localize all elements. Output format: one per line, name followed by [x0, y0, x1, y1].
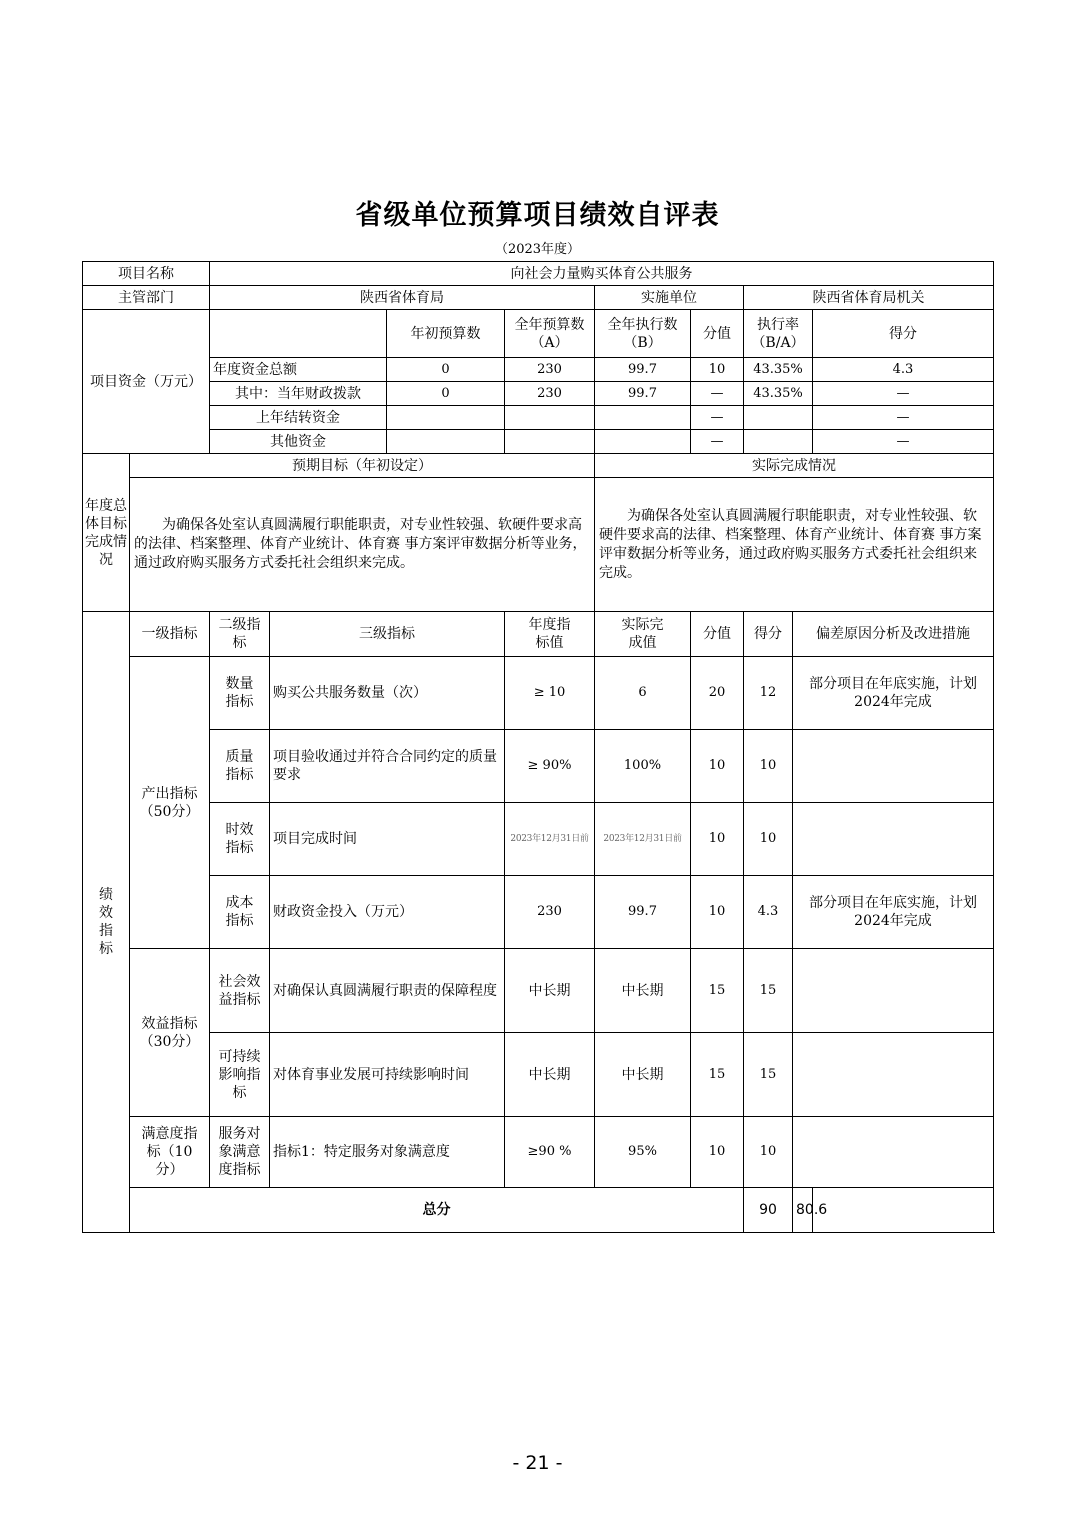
- target-cell: ≥90 %: [505, 1117, 595, 1188]
- actual-cell: 2023年12月31日前: [595, 803, 691, 876]
- goals-text-row: [83, 478, 994, 612]
- department-row: [83, 286, 994, 310]
- funds-full: 230: [505, 358, 595, 382]
- goals-expected-text: 为确保各处室认真圆满履行职能职责，对专业性较强、软硬件要求高的法律、档案整理、体育产业统计、体育赛 事方案评审数据分析等业务，通过政府购买服务方式委托社会组织来完成。: [130, 478, 595, 612]
- funds-rate: 43.35%: [744, 358, 813, 382]
- page-title: 省级单位预算项目绩效自评表: [355, 200, 720, 231]
- funds-row: [83, 358, 994, 382]
- total-score-value: 90: [744, 1188, 793, 1233]
- score-cell: 15: [744, 1033, 793, 1117]
- target-cell: ≥ 90%: [505, 730, 595, 803]
- actual-cell: 99.7: [595, 876, 691, 949]
- actual-cell: 100%: [595, 730, 691, 803]
- level2-cell: 成本指标: [210, 876, 270, 949]
- satisfaction-label: 满意度指标（10分）: [130, 1117, 210, 1188]
- funds-row-label: 其中：当年财政拨款: [210, 382, 387, 406]
- funds-score: —: [813, 430, 994, 454]
- target-cell: 230: [505, 876, 595, 949]
- hdr-target: 年度指标值: [505, 612, 595, 657]
- actual-cell: 中长期: [595, 949, 691, 1033]
- goals-header-row: [83, 454, 994, 478]
- analysis-cell: [793, 1117, 994, 1188]
- total-row: [83, 1188, 994, 1233]
- funds-score-value: 10: [691, 358, 744, 382]
- funds-score: —: [813, 382, 994, 406]
- score-cell: 10: [744, 730, 793, 803]
- goals-label: 年度总体目标完成情况: [83, 454, 130, 612]
- funds-initial: [387, 406, 505, 430]
- funds-exec: [595, 406, 691, 430]
- funds-rate: [744, 406, 813, 430]
- score-cell: 10: [744, 803, 793, 876]
- col-rate: 执行率（B/A）: [744, 310, 813, 358]
- funds-score: 4.3: [813, 358, 994, 382]
- funds-full: 230: [505, 382, 595, 406]
- actual-cell: 95%: [595, 1117, 691, 1188]
- target-cell: ≥ 10: [505, 657, 595, 730]
- target-cell: 2023年12月31日前: [505, 803, 595, 876]
- hdr-analysis: 偏差原因分析及改进措施: [793, 612, 994, 657]
- analysis-cell: 部分项目在年底实施，计划2024年完成: [793, 876, 994, 949]
- hdr-level1: 一级指标: [130, 612, 210, 657]
- hdr-score-value: 分值: [691, 612, 744, 657]
- funds-score-value: —: [691, 382, 744, 406]
- funds-rate: 43.35%: [744, 382, 813, 406]
- hdr-level3: 三级指标: [270, 612, 505, 657]
- funds-score-value: —: [691, 406, 744, 430]
- funds-header-row: [83, 310, 994, 358]
- col-full-budget: 全年预算数（A）: [505, 310, 595, 358]
- indicator-row: [83, 803, 994, 876]
- hdr-level2: 二级指标: [210, 612, 270, 657]
- funds-initial: [387, 430, 505, 454]
- funds-row-label: 其他资金: [210, 430, 387, 454]
- level3-cell: 财政资金投入（万元）: [270, 876, 505, 949]
- indicators-header-row: [83, 612, 994, 657]
- score-value-cell: 20: [691, 657, 744, 730]
- score-cell: 10: [744, 1117, 793, 1188]
- score-cell: 4.3: [744, 876, 793, 949]
- total-label: 总分: [130, 1188, 744, 1233]
- hdr-actual: 实际完成值: [595, 612, 691, 657]
- page-number: - 21 -: [512, 1452, 563, 1474]
- level3-cell: 购买公共服务数量（次）: [270, 657, 505, 730]
- level2-cell: 可持续影响指标: [210, 1033, 270, 1117]
- page-subtitle: （2023年度）: [494, 242, 581, 257]
- actual-cell: 中长期: [595, 1033, 691, 1117]
- level3-cell: 项目完成时间: [270, 803, 505, 876]
- level3-cell: 对确保认真圆满履行职责的保障程度: [270, 949, 505, 1033]
- funds-exec: 99.7: [595, 382, 691, 406]
- level3-cell: 项目验收通过并符合合同约定的质量要求: [270, 730, 505, 803]
- analysis-cell: [793, 730, 994, 803]
- level2-cell: 服务对象满意度指标: [210, 1117, 270, 1188]
- score-value-cell: 10: [691, 730, 744, 803]
- dept-value: 陕西省体育局: [210, 286, 595, 310]
- level2-cell: 社会效益指标: [210, 949, 270, 1033]
- analysis-cell: [793, 803, 994, 876]
- funds-score-value: —: [691, 430, 744, 454]
- indicators-label: 绩效指标: [83, 612, 130, 1233]
- output-label: 产出指标（50分）: [130, 657, 210, 949]
- indicator-row: [83, 730, 994, 803]
- funds-blank-header: [210, 310, 387, 358]
- project-name-row: [83, 262, 994, 286]
- funds-exec: [595, 430, 691, 454]
- impl-unit-value: 陕西省体育局机关: [744, 286, 994, 310]
- project-name-label: 项目名称: [83, 262, 210, 286]
- indicator-row: [83, 1033, 994, 1117]
- indicator-row: [83, 876, 994, 949]
- indicator-row: [83, 657, 994, 730]
- score-value-cell: 10: [691, 1117, 744, 1188]
- funds-initial: 0: [387, 382, 505, 406]
- score-value-cell: 10: [691, 876, 744, 949]
- score-cell: 15: [744, 949, 793, 1033]
- goals-expected-header: 预期目标（年初设定）: [130, 454, 595, 478]
- col-initial-budget: 年初预算数: [387, 310, 505, 358]
- funds-row: [83, 430, 994, 454]
- total-analysis: [813, 1188, 994, 1233]
- funds-full: [505, 406, 595, 430]
- score-cell: 12: [744, 657, 793, 730]
- evaluation-table: [82, 261, 994, 1233]
- funds-row: [83, 382, 994, 406]
- level2-cell: 数量指标: [210, 657, 270, 730]
- target-cell: 中长期: [505, 949, 595, 1033]
- funds-full: [505, 430, 595, 454]
- col-exec: 全年执行数（B）: [595, 310, 691, 358]
- col-score: 得分: [813, 310, 994, 358]
- level3-cell: 对体育事业发展可持续影响时间: [270, 1033, 505, 1117]
- project-name-value: 向社会力量购买体育公共服务: [210, 262, 994, 286]
- dept-label: 主管部门: [83, 286, 210, 310]
- funds-rate: [744, 430, 813, 454]
- funds-score: —: [813, 406, 994, 430]
- goals-actual-header: 实际完成情况: [595, 454, 994, 478]
- funds-label: 项目资金（万元）: [83, 310, 210, 454]
- funds-row-label: 年度资金总额: [210, 358, 387, 382]
- analysis-cell: 部分项目在年底实施，计划2024年完成: [793, 657, 994, 730]
- actual-cell: 6: [595, 657, 691, 730]
- analysis-cell: [793, 949, 994, 1033]
- total-score: 80.6: [793, 1188, 813, 1233]
- score-value-cell: 10: [691, 803, 744, 876]
- target-cell: 中长期: [505, 1033, 595, 1117]
- goals-actual-text: 为确保各处室认真圆满履行职能职责，对专业性较强、软硬件要求高的法律、档案整理、体育产业统计、体育赛 事方案评审数据分析等业务，通过政府购买服务方式委托社会组织来完成。: [595, 478, 994, 612]
- funds-row-label: 上年结转资金: [210, 406, 387, 430]
- analysis-cell: [793, 1033, 994, 1117]
- level3-cell: 指标1：特定服务对象满意度: [270, 1117, 505, 1188]
- indicator-row: [83, 1117, 994, 1188]
- funds-row: [83, 406, 994, 430]
- indicator-row: [83, 949, 994, 1033]
- level2-cell: 时效指标: [210, 803, 270, 876]
- funds-initial: 0: [387, 358, 505, 382]
- benefit-label: 效益指标（30分）: [130, 949, 210, 1117]
- score-value-cell: 15: [691, 949, 744, 1033]
- level2-cell: 质量指标: [210, 730, 270, 803]
- hdr-score: 得分: [744, 612, 793, 657]
- col-score-value: 分值: [691, 310, 744, 358]
- score-value-cell: 15: [691, 1033, 744, 1117]
- funds-exec: 99.7: [595, 358, 691, 382]
- impl-unit-label: 实施单位: [595, 286, 744, 310]
